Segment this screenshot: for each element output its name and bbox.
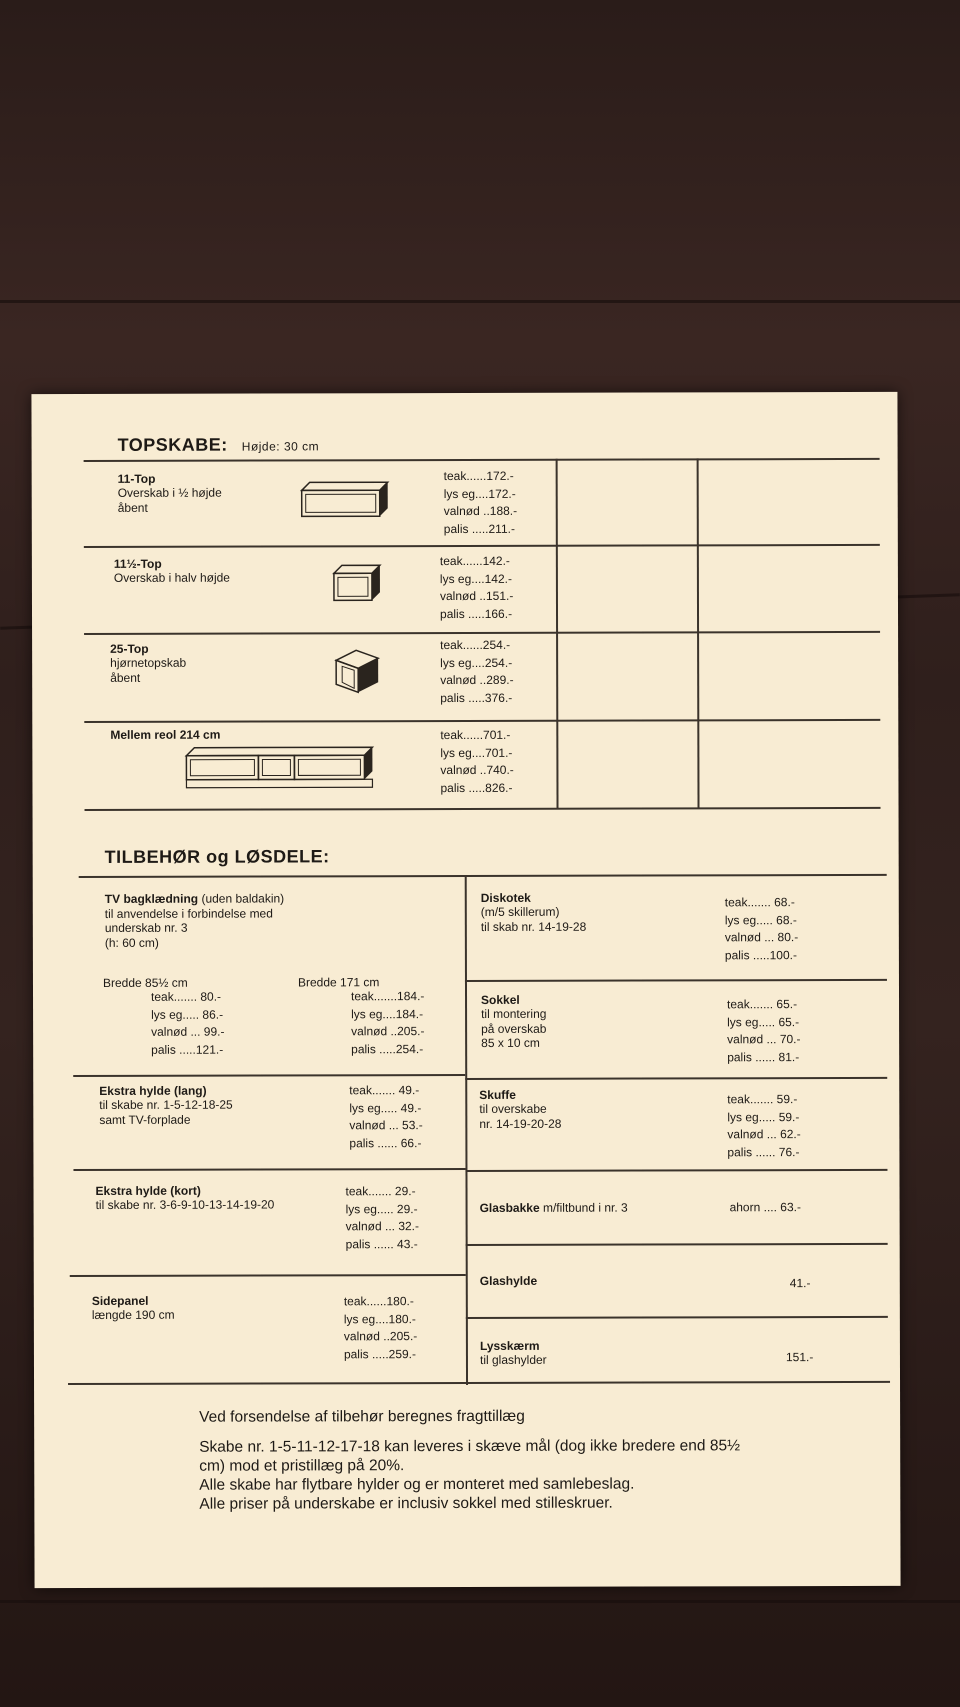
- price-valnod: valnød ... 99.-: [151, 1024, 225, 1039]
- price-list: [346, 1183, 420, 1253]
- item-price: 151.-: [785, 1350, 814, 1365]
- item-name: 25-Top: [110, 641, 149, 656]
- note-line: Skabe nr. 1-5-11-12-17-18 kan leveres i skæve mål (dog ikke bredere end 85½: [199, 1437, 741, 1456]
- price-teak: teak....... 80.-: [150, 989, 222, 1004]
- divider: [466, 1316, 888, 1319]
- divider: [466, 1243, 888, 1246]
- accessory-item: [105, 891, 285, 949]
- note-line: Alle priser på underskabe er inclusiv sokkel med stilleskruer.: [199, 1494, 613, 1513]
- item-name-suffix: m/filtbund i nr. 3: [539, 1200, 628, 1215]
- price-teak: teak......254.-: [440, 637, 511, 653]
- width-label: Bredde 85½ cm: [102, 975, 188, 990]
- price-lys-eg: lys eg..... 59.-: [727, 1109, 800, 1124]
- price-teak: teak....... 68.-: [724, 895, 795, 910]
- price-list: [344, 1293, 418, 1363]
- item-price: 41.-: [789, 1276, 811, 1291]
- item-name: TV bagklædning: [104, 891, 199, 906]
- divider: [465, 875, 468, 1385]
- item-desc: hjørnetopskab: [110, 655, 187, 670]
- item-name: Sidepanel: [91, 1293, 149, 1308]
- item-name-suffix: (uden baldakin): [198, 891, 285, 906]
- price-list: [727, 1091, 801, 1161]
- price-valnod: valnød ..740.-: [440, 762, 514, 778]
- price-list: [727, 996, 801, 1066]
- item-name: Mellem reol 214 cm: [110, 727, 221, 742]
- price-teak: teak......180.-: [343, 1294, 414, 1309]
- item-desc: til montering: [481, 1006, 547, 1021]
- topskab-item: [110, 642, 186, 685]
- price-palis: palis ...... 76.-: [727, 1144, 800, 1159]
- item-desc: Overskab i halv højde: [113, 570, 231, 585]
- price-valnod: valnød ... 32.-: [345, 1219, 420, 1234]
- cube-cabinet-illustration: [332, 563, 384, 603]
- divider: [84, 458, 880, 462]
- price-palis: palis .....376.-: [440, 690, 513, 705]
- topskabe-title: TOPSKABE:: [117, 434, 228, 455]
- item-desc: nr. 14-19-20-28: [479, 1116, 562, 1131]
- item-desc: (m/5 skillerum): [480, 904, 560, 919]
- price-palis: palis ...... 66.-: [349, 1135, 422, 1150]
- price-teak: teak....... 65.-: [727, 997, 798, 1012]
- divider: [79, 874, 887, 878]
- price-palis: palis .....826.-: [440, 780, 513, 795]
- price-list: [440, 727, 514, 797]
- topskabe-heading: [118, 434, 320, 456]
- item-desc: til glashylder: [479, 1352, 547, 1367]
- price-valnod: valnød ... 53.-: [349, 1118, 423, 1133]
- item-name: Sokkel: [481, 992, 520, 1007]
- price-palis: palis .....254.-: [351, 1041, 424, 1056]
- divider: [465, 1169, 887, 1172]
- item-desc: (h: 60 cm): [104, 935, 159, 950]
- topskab-item: [114, 557, 230, 586]
- price-lys-eg: lys eg....701.-: [440, 745, 513, 760]
- item-desc: underskab nr. 3: [104, 920, 188, 935]
- divider: [84, 544, 880, 548]
- topskab-item: [110, 728, 220, 742]
- item-name: Glashylde: [479, 1273, 538, 1288]
- price-palis: palis .....166.-: [439, 606, 513, 621]
- table-seam: [0, 300, 960, 303]
- corner-cabinet-illustration: [334, 648, 380, 694]
- shipping-note: Ved forsendelse af tilbehør beregnes fragttillæg: [199, 1407, 525, 1426]
- price-teak: teak......701.-: [440, 727, 511, 743]
- item-name: Lysskærm: [479, 1338, 540, 1353]
- accessory-item: [480, 1201, 628, 1216]
- price-lys-eg: lys eg....172.-: [443, 486, 516, 501]
- open-cabinet-illustration: [300, 478, 390, 520]
- item-name: 11-Top: [117, 471, 156, 486]
- accessory-item: [480, 1339, 547, 1368]
- item-desc: til skabe nr. 3-6-9-10-13-14-19-20: [95, 1197, 275, 1212]
- item-desc: til overskabe: [479, 1101, 547, 1116]
- accessory-item: [481, 993, 547, 1051]
- item-name: Glasbakke: [479, 1200, 540, 1215]
- divider: [68, 1381, 890, 1385]
- price-lys-eg: lys eg....184.-: [351, 1006, 424, 1021]
- item-desc: 85 x 10 cm: [481, 1035, 540, 1050]
- price-teak: teak......172.-: [443, 468, 514, 484]
- divider: [465, 1077, 887, 1080]
- price-list: [349, 1082, 423, 1152]
- topskabe-height: Højde: 30 cm: [241, 439, 320, 454]
- price-lys-eg: lys eg....180.-: [343, 1311, 416, 1326]
- divider: [85, 807, 881, 811]
- item-name: Ekstra hylde (lang): [99, 1083, 207, 1098]
- price-list: [725, 894, 799, 964]
- price-list: [151, 989, 225, 1059]
- divider: [556, 459, 558, 809]
- price-list: [444, 468, 518, 538]
- price-valnod: valnød ... 62.-: [727, 1127, 801, 1142]
- width-label: Bredde 171 cm: [297, 975, 380, 990]
- price-lys-eg: lys eg....142.-: [439, 571, 512, 586]
- note-line: cm) mod et pristillæg på 20%.: [199, 1457, 405, 1475]
- item-desc: Overskab i ½ højde: [117, 485, 222, 500]
- accessory-item: [96, 1184, 275, 1213]
- price-valnod: valnød ... 70.-: [727, 1032, 801, 1047]
- price-lys-eg: lys eg....254.-: [440, 655, 513, 670]
- price-teak: teak......142.-: [439, 553, 510, 569]
- item-name: Skuffe: [479, 1087, 516, 1102]
- divider: [73, 1168, 465, 1171]
- item-price: ahorn .... 63.-: [729, 1200, 801, 1215]
- item-desc: til skabe nr. 1-5-12-18-25: [99, 1097, 233, 1112]
- price-valnod: valnød ..205.-: [343, 1329, 418, 1344]
- divider: [84, 631, 880, 635]
- price-teak: teak....... 49.-: [349, 1083, 420, 1098]
- item-desc: på overskab: [481, 1021, 547, 1036]
- price-valnod: valnød ... 80.-: [724, 930, 799, 945]
- tilbehor-title: TILBEHØR og LØSDELE:: [104, 846, 330, 867]
- divider: [697, 458, 699, 808]
- price-lys-eg: lys eg..... 29.-: [345, 1201, 418, 1216]
- note-line: Alle skabe har flytbare hylder og er monteret med samlebeslag.: [199, 1475, 635, 1494]
- divider: [70, 1274, 466, 1277]
- topskab-item: [118, 472, 222, 515]
- price-teak: teak.......184.-: [350, 989, 425, 1004]
- price-lys-eg: lys eg..... 68.-: [724, 912, 797, 927]
- price-valnod: valnød ..289.-: [440, 672, 514, 688]
- item-desc: til anvendelse i forbindelse med: [104, 906, 273, 921]
- price-list: [440, 553, 514, 623]
- price-palis: palis ...... 81.-: [727, 1049, 800, 1064]
- price-teak: teak....... 59.-: [727, 1092, 798, 1107]
- item-name: Ekstra hylde (kort): [95, 1183, 201, 1198]
- price-valnod: valnød ..151.-: [439, 588, 514, 604]
- price-lys-eg: lys eg..... 49.-: [349, 1100, 422, 1115]
- accessory-item: [99, 1084, 233, 1127]
- price-valnod: valnød ..188.-: [443, 503, 518, 519]
- price-list: [351, 988, 425, 1058]
- table-seam: [0, 1600, 960, 1603]
- price-lys-eg: lys eg..... 86.-: [151, 1007, 224, 1022]
- accessory-item: [479, 1088, 561, 1131]
- item-desc: længde 190 cm: [91, 1307, 175, 1322]
- item-desc: til skab nr. 14-19-28: [480, 919, 587, 934]
- price-palis: palis .....259.-: [343, 1346, 417, 1361]
- divider: [84, 719, 880, 723]
- price-palis: palis .....121.-: [151, 1042, 224, 1057]
- accessory-item: [481, 891, 587, 934]
- price-palis: palis .....211.-: [443, 521, 515, 536]
- price-valnod: valnød ..205.-: [351, 1024, 425, 1039]
- price-lys-eg: lys eg..... 65.-: [727, 1014, 800, 1029]
- accessory-item: [92, 1294, 175, 1323]
- price-teak: teak....... 29.-: [345, 1184, 416, 1199]
- divider: [465, 979, 887, 982]
- item-name: Diskotek: [480, 890, 531, 905]
- price-list-sheet: [31, 392, 900, 1588]
- price-list: [440, 637, 514, 707]
- item-desc: åbent: [117, 500, 148, 515]
- price-palis: palis ...... 43.-: [345, 1236, 418, 1251]
- shelf-unit-illustration: [184, 745, 380, 796]
- item-name: 11½-Top: [113, 556, 162, 571]
- price-palis: palis .....100.-: [724, 947, 797, 962]
- divider: [73, 1074, 465, 1077]
- item-desc: åbent: [110, 670, 141, 685]
- item-desc: samt TV-forplade: [99, 1112, 191, 1127]
